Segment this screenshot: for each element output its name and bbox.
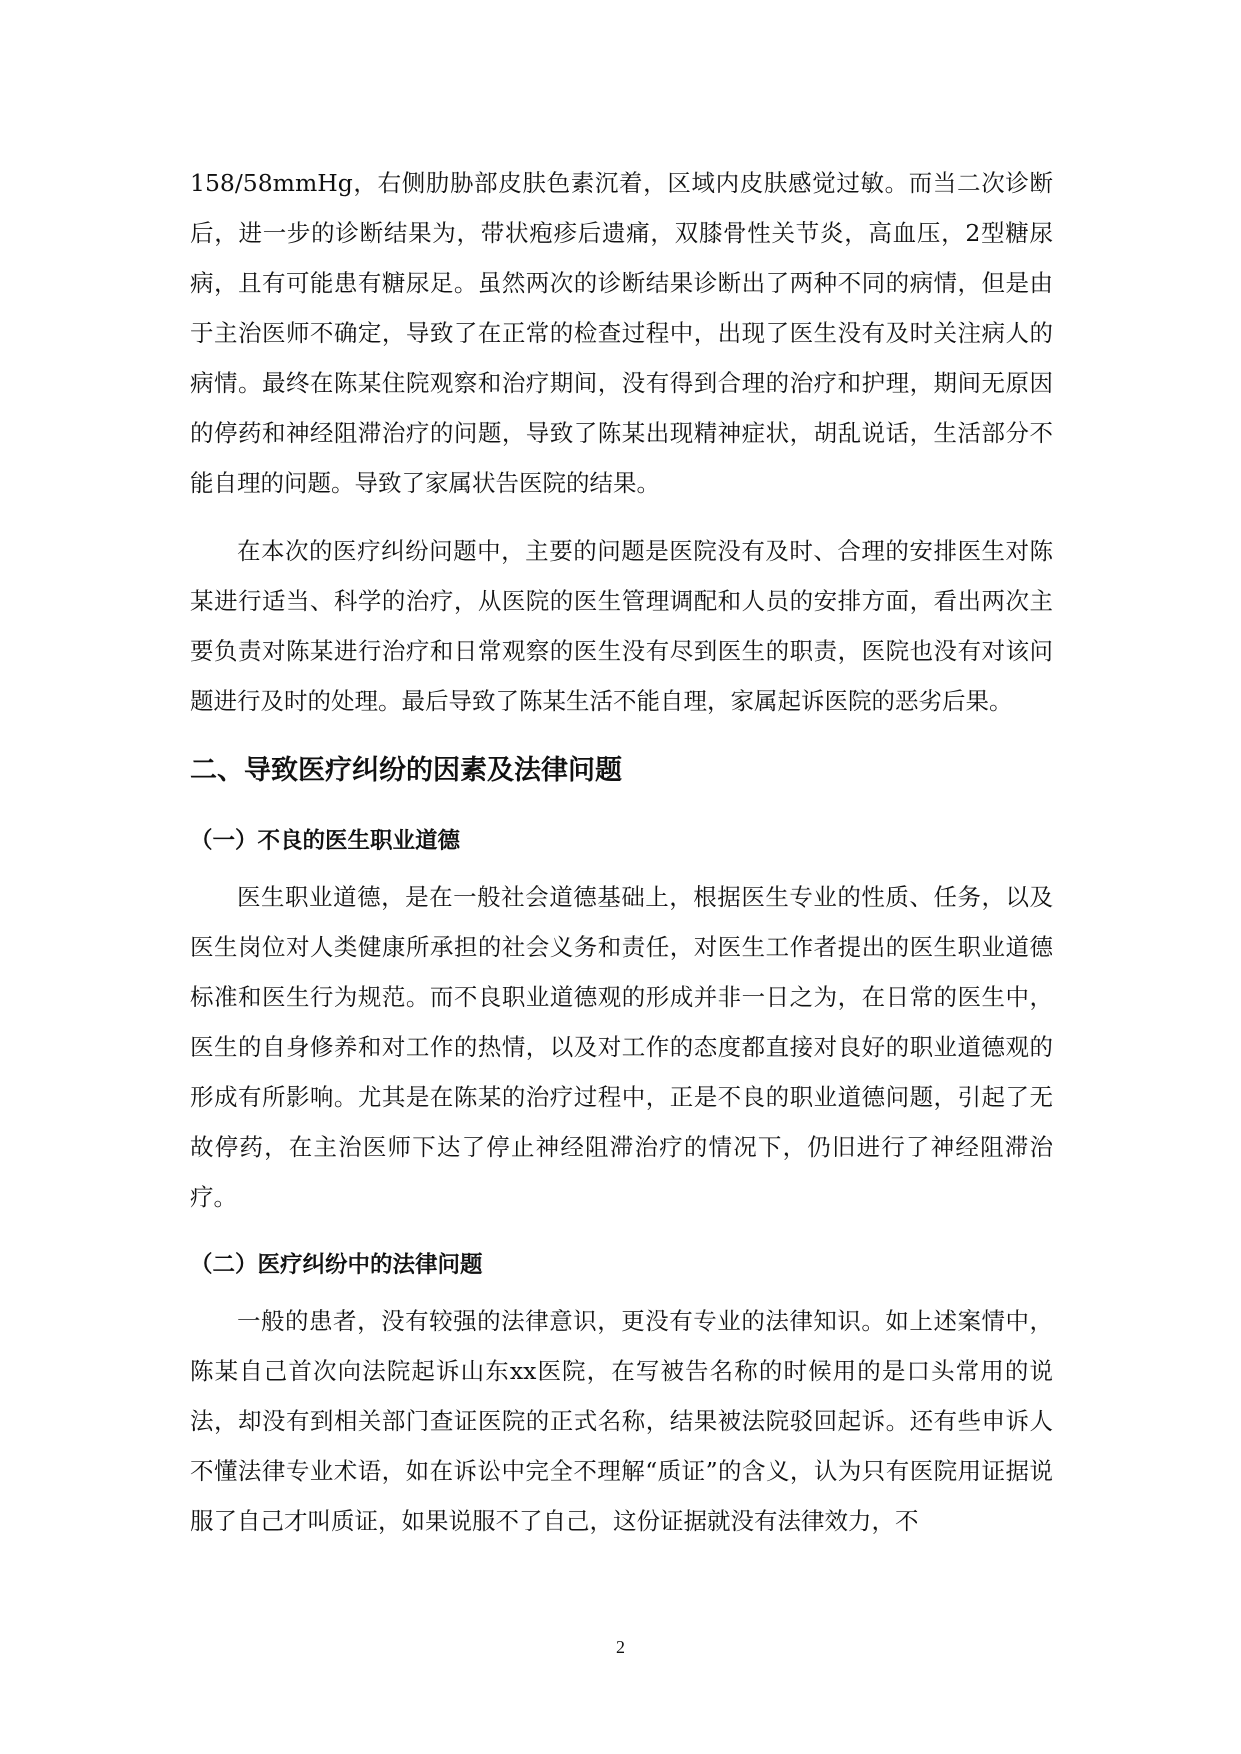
paragraph-professional-ethics: 医生职业道德，是在一般社会道德基础上，根据医生专业的性质、任务，以及医生岗位对人类健康所承担的社会义务和责任，对医生工作者提出的医生职业道德标准和医生行为规范。而不良职业道德观的形成并非一日之为，在日常的医生中，医生的自身修养和对工作的热情，以及对工作的态度都直接对良好的职业道德观的形成有所影响。尤其是在陈某的治疗过程中，正是不良的职业道德问题，引起了无故停药，在主治医师下达了停止神经阻滞治疗的情况下，仍旧进行了神经阻滞治疗。 [190,883,1053,1211]
paragraph-dispute-analysis: 在本次的医疗纠纷问题中，主要的问题是医院没有及时、合理的安排医生对陈某进行适当、科学的治疗，从医院的医生管理调配和人员的安排方面，看出两次主要负责对陈某进行治疗和日常观察的医生没有尽到医生的职责，医院也没有对该问题进行及时的处理。最后导致了陈某生活不能自理，家属起诉医院的恶劣后果。 [190,537,1053,715]
subsection-heading-ethics: （一）不良的医生职业道德 [190,828,461,854]
paragraph-diagnosis-summary: 158/58mmHg，右侧肋胁部皮肤色素沉着，区域内皮肤感觉过敏。而当二次诊断后，进一步的诊断结果为，带状疱疹后遗痛，双膝骨性关节炎，高血压，2型糖尿病，且有可能患有糖尿足。虽然两次的诊断结果诊断出了两种不同的病情，但是由于主治医师不确定，导致了在正常的检查过程中，出现了医生没有及时关注病人的病情。最终在陈某住院观察和治疗期间，没有得到合理的治疗和护理，期间无原因的停药和神经阻滞治疗的问题，导致了陈某出现精神症状，胡乱说话，生活部分不能自理的问题。导致了家属状告医院的结果。 [190,169,1053,497]
document-body [190,158,1053,1546]
subsection-heading-legal: （二）医疗纠纷中的法律问题 [190,1252,483,1278]
paragraph-legal-issues: 一般的患者，没有较强的法律意识，更没有专业的法律知识。如上述案情中，陈某自己首次向法院起诉山东xx医院，在写被告名称的时候用的是口头常用的说法，却没有到相关部门查证医院的正式名称，结果被法院驳回起诉。还有些申诉人不懂法律专业术语，如在诉讼中完全不理解“质证”的含义，认为只有医院用证据说服了自己才叫质证，如果说服不了自己，这份证据就没有法律效力，不 [190,1307,1053,1535]
page-number: 2 [616,1637,625,1657]
section-heading-factors: 二、导致医疗纠纷的因素及法律问题 [190,755,622,786]
